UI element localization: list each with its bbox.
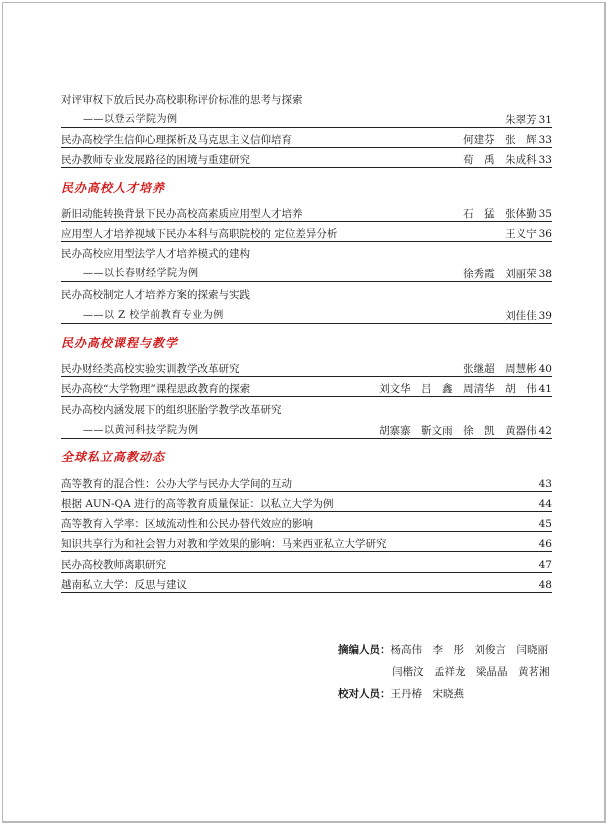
leader-underline (61, 396, 552, 397)
article-title: 根据 AUN-QA 进行的高等教育质量保证：以私立大学为例 (61, 498, 334, 510)
article-title: 民办高校教师离职研究 (61, 559, 166, 571)
article-authors: 石 猛 张体勤 (463, 208, 537, 220)
article-title: 民办高校制定人才培养方案的探索与实践 (61, 289, 250, 301)
article-title: ——以黄河科技学院为例 (83, 425, 199, 436)
page-number: 45 (538, 518, 552, 530)
article-authors: 徐秀霞 刘丽荣 (463, 268, 537, 280)
page-number: 39 (538, 310, 552, 322)
proofreaders-names: 王丹椿 宋晓燕 (390, 688, 464, 700)
article-title: ——以长春财经学院为例 (83, 268, 199, 279)
entry-right-block (537, 497, 552, 511)
toc-entry-row (61, 226, 552, 244)
page-number: 33 (538, 154, 552, 166)
toc-subtitle-row (61, 266, 552, 284)
leader-underline (61, 281, 552, 282)
article-title: 民办高校“大学物理”课程思政教育的探索 (61, 383, 251, 395)
article-authors: 何建芬 张 辉 (463, 134, 537, 146)
entry-right-block (463, 133, 552, 147)
toc-entry-row (61, 402, 552, 420)
toc-entry-row (61, 206, 552, 224)
page-number: 42 (538, 425, 552, 437)
toc-subtitle-row (61, 112, 552, 130)
page-number: 36 (538, 228, 552, 240)
toc-entry-row (61, 496, 552, 514)
leader-underline (61, 241, 552, 242)
article-authors: 张继超 周慧彬 (463, 363, 537, 375)
article-authors: 刘佳佳 (505, 310, 537, 322)
page-number: 40 (538, 363, 552, 375)
page-number: 47 (538, 559, 552, 571)
leader-underline (61, 167, 552, 168)
article-title: 民办教师专业发展路径的困境与重建研究 (61, 154, 250, 166)
entry-right-block (463, 362, 552, 376)
leader-underline (61, 147, 552, 148)
leader-underline (61, 531, 552, 532)
leader-underline (61, 376, 552, 377)
editors-label: 摘编人员： (338, 644, 391, 656)
entry-right-block (463, 267, 552, 281)
entry-right-block (537, 537, 552, 551)
page-number: 46 (538, 538, 552, 550)
toc-subtitle-row (61, 308, 552, 326)
toc-subtitle-row (61, 423, 552, 441)
leader-underline (61, 438, 552, 439)
toc-entry-row (61, 152, 552, 170)
article-authors: 王义宁 (505, 228, 537, 240)
toc-entry-row (61, 132, 552, 150)
page-number: 43 (538, 478, 552, 490)
entry-right-block (537, 578, 552, 592)
article-authors: 刘文华 吕 鑫 周清华 胡 伟 (379, 383, 537, 395)
article-title: 民办高校学生信仰心理探析及马克思主义信仰培育 (61, 134, 292, 146)
entry-right-block (505, 113, 552, 127)
section-heading: 民办高校课程与教学 (61, 336, 179, 350)
toc-entry-row (61, 361, 552, 379)
section-heading: 全球私立高教动态 (61, 450, 166, 464)
entry-right-block (505, 309, 552, 323)
toc-entry-row (61, 381, 552, 399)
toc-entry-row (61, 577, 552, 595)
toc-entry-row (61, 287, 552, 305)
page-number: 31 (538, 114, 552, 126)
leader-underline (61, 511, 552, 512)
entry-right-block (379, 424, 552, 438)
article-title: 高等教育入学率：区域流动性和公民办替代效应的影响 (61, 518, 313, 530)
toc-entry-row (61, 536, 552, 554)
article-title: 知识共享行为和社会智力对教和学效果的影响：马来西亚私立大学研究 (61, 538, 387, 550)
page-number: 44 (538, 498, 552, 510)
article-authors: 荀 禹 朱成科 (463, 154, 537, 166)
article-authors: 胡寨寨 靳文雨 徐 凯 黄器伟 (379, 425, 537, 437)
proofreaders-line (338, 686, 464, 701)
article-title: 民办高校内涵发展下的组织胚胎学教学改革研究 (61, 404, 282, 416)
page-number: 38 (538, 268, 552, 280)
entry-right-block (505, 227, 552, 241)
article-title: 民办财经类高校实验实训教学改革研究 (61, 363, 240, 375)
page-number: 48 (538, 579, 552, 591)
leader-underline (61, 221, 552, 222)
toc-entry-row (61, 516, 552, 534)
article-title: 新旧动能转换背景下民办高校高素质应用型人才培养 (61, 208, 303, 220)
section-heading: 民办高校人才培养 (61, 181, 166, 195)
toc-entry-row (61, 92, 552, 110)
entry-right-block (379, 382, 552, 396)
editors-names-1: 杨高伟 李 彤 刘俊言 闫晓丽 (390, 644, 548, 656)
entry-right-block (537, 517, 552, 531)
article-authors: 朱翠芳 (505, 114, 537, 126)
leader-underline (61, 551, 552, 552)
leader-underline (61, 323, 552, 324)
page-number: 41 (538, 383, 552, 395)
article-title: ——以 Z 校学前教育专业为例 (83, 310, 224, 321)
toc-entry-row (61, 557, 552, 575)
article-title: 民办高校应用型法学人才培养模式的建构 (61, 248, 250, 260)
proofreaders-label: 校对人员： (338, 688, 391, 700)
editors-names-2: 闫楷汶 孟祥龙 梁晶晶 黄茗湘 (392, 666, 550, 678)
entry-right-block (463, 207, 552, 221)
leader-underline (61, 127, 552, 128)
leader-underline (61, 592, 552, 593)
toc-entry-row (61, 476, 552, 494)
leader-underline (61, 572, 552, 573)
article-title: 对评审权下放后民办高校职称评价标准的思考与探索 (61, 94, 303, 106)
page-number: 35 (538, 208, 552, 220)
entry-right-block (537, 558, 552, 572)
entry-right-block (537, 477, 552, 491)
article-title: ——以登云学院为例 (83, 114, 178, 125)
editors-line-2 (392, 664, 550, 679)
article-title: 越南私立大学：反思与建议 (61, 579, 187, 591)
article-title: 高等教育的混合性：公办大学与民办大学间的互动 (61, 478, 292, 490)
article-title: 应用型人才培养视域下民办本科与高职院校的 定位差异分析 (61, 228, 338, 240)
leader-underline (61, 491, 552, 492)
toc-entry-row (61, 246, 552, 264)
editors-line-1 (338, 642, 548, 657)
page-number: 33 (538, 134, 552, 146)
entry-right-block (463, 153, 552, 167)
